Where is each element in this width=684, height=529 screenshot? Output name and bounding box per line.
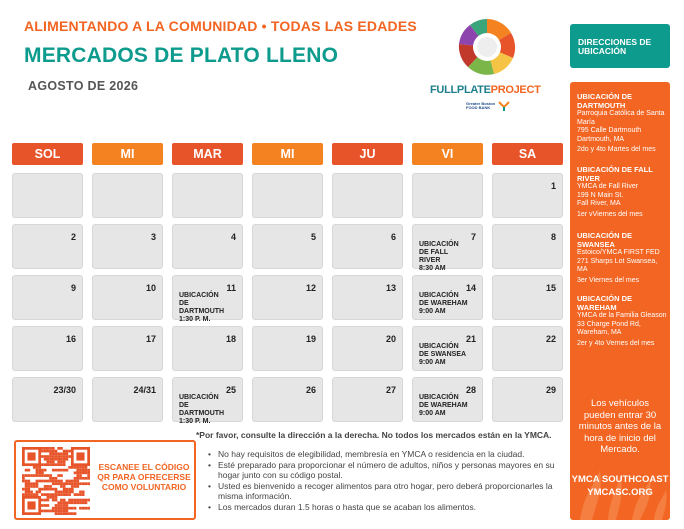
calendar-day-cell xyxy=(492,275,563,320)
day-number: 15 xyxy=(545,283,556,293)
calendar-day-cell xyxy=(412,326,483,371)
event-location: UBICACIÓN DE WAREHAM xyxy=(419,394,468,409)
day-number: 17 xyxy=(145,334,156,344)
day-number: 10 xyxy=(145,283,156,293)
volunteer-qr-box[interactable] xyxy=(14,440,196,520)
calendar-day-cell xyxy=(252,377,323,422)
calendar-day-cell xyxy=(332,275,403,320)
day-number: 4 xyxy=(230,232,236,242)
day-number: 8 xyxy=(550,232,556,242)
calendar-day-cell xyxy=(12,326,83,371)
organization-info xyxy=(570,473,670,499)
location-line: 795 Calle Dartmouth xyxy=(577,127,642,134)
location-title: UBICACIÓN DE SWANSEA xyxy=(577,231,633,249)
org-url-link[interactable]: YMCASC.ORG xyxy=(587,487,653,498)
location-title: UBICACIÓN DE WAREHAM xyxy=(577,294,633,312)
location-line: YMCA de Fall River xyxy=(577,183,639,190)
tagline: ALIMENTANDO A LA COMUNIDAD • TODAS LAS EDADES xyxy=(24,18,417,34)
info-bullets xyxy=(206,449,566,513)
location-line: 33 Charge Pond Rd, xyxy=(577,320,641,328)
calendar-day-cell xyxy=(12,377,83,422)
calendar-day-cell xyxy=(172,173,243,218)
location-schedule: 2er y 4to Vernes del mes xyxy=(577,339,655,347)
day-number: 3 xyxy=(150,232,156,242)
day-number: 7 xyxy=(470,232,476,242)
day-number: 11 xyxy=(226,283,236,293)
calendar-day-cell xyxy=(172,275,243,323)
day-header: MI xyxy=(252,143,323,165)
day-number: 29 xyxy=(545,385,556,395)
calendar-day-cell xyxy=(92,224,163,269)
location-line: 199 N Main St. xyxy=(577,191,624,199)
day-number: 16 xyxy=(65,334,76,344)
market-event xyxy=(419,394,469,418)
location-dartmouth xyxy=(577,93,667,155)
location-line: Parroquia Católica de Santa María xyxy=(577,110,665,126)
event-time: 1:30 P. M. xyxy=(179,316,211,323)
location-title: UBICACIÓN DE FALL RIVER xyxy=(577,165,653,183)
location-swansea xyxy=(577,232,667,285)
location-schedule: 2do y 4to Martes del mes xyxy=(577,146,656,153)
day-number: 19 xyxy=(305,334,316,344)
logo-name-part2: PROJECT xyxy=(490,84,541,96)
day-number: 18 xyxy=(225,334,236,344)
partner-logo: Greater Boston FOOD BANK xyxy=(466,101,496,110)
page-title: MERCADOS DE PLATO LLENO xyxy=(24,44,339,67)
address-note: *Por favor, consulte la dirección a la derecha. No todos los mercados están en la YMCA. xyxy=(196,430,552,440)
market-event xyxy=(179,394,229,426)
calendar-day-cell xyxy=(252,275,323,320)
event-location: UBICACIÓN DE DARTMOUTH xyxy=(179,394,225,417)
calendar-day-cell xyxy=(252,326,323,371)
location-fall-river xyxy=(577,166,667,219)
calendar-day-cell xyxy=(332,224,403,269)
logo-name-part1: FULLPLATE xyxy=(430,84,491,96)
day-number: 25 xyxy=(225,385,236,395)
bullet-item: • Usted es bienvenido a recoger alimentos para otro hogar, pero deberá proporcionarles la misma información. xyxy=(206,481,566,501)
day-number: 21 xyxy=(465,334,476,344)
bullet-item: • Esté preparado para proporcionar el número de adultos, niños y personas mayores en su hogar junto con su código postal. xyxy=(206,460,566,480)
ymca-logo-icon xyxy=(498,100,510,112)
day-number: 2 xyxy=(70,232,76,242)
calendar-day-cell xyxy=(92,173,163,218)
location-line: Estoico/YMCA FIRST FED xyxy=(577,249,660,256)
logo-wordmark xyxy=(430,84,540,96)
day-number: 20 xyxy=(385,334,396,344)
day-number: 5 xyxy=(310,232,316,242)
event-time: 8:30 AM xyxy=(419,265,446,272)
market-event xyxy=(179,292,229,324)
market-event xyxy=(419,241,469,273)
location-title: UBICACIÓN DE DARTMOUTH xyxy=(577,92,633,110)
location-line: YMCA de la Familia Gleason xyxy=(577,312,667,319)
day-header: VI xyxy=(412,143,483,165)
calendar-day-cell xyxy=(92,275,163,320)
plate-food-icon xyxy=(458,18,516,76)
calendar-day-cell xyxy=(252,173,323,218)
calendar-day-cell xyxy=(412,275,483,320)
calendar-day-cell xyxy=(12,173,83,218)
calendar-day-cell xyxy=(332,377,403,422)
location-line: Wareham, MA xyxy=(577,329,622,336)
calendar-day-cell xyxy=(172,377,243,425)
day-number: 1 xyxy=(550,181,556,191)
location-line: 271 Sharps Lot Swansea, MA xyxy=(577,257,658,273)
calendar-day-cell xyxy=(12,275,83,320)
day-number: 6 xyxy=(390,232,396,242)
location-wareham xyxy=(577,295,667,348)
day-number: 28 xyxy=(465,385,476,395)
calendar-day-cell xyxy=(92,377,163,422)
calendar-day-cell xyxy=(172,224,243,269)
day-header: SOL xyxy=(12,143,83,165)
day-number: 9 xyxy=(70,283,76,293)
day-number: 26 xyxy=(305,385,316,395)
day-number: 24/31 xyxy=(133,385,156,395)
event-location: UBICACIÓN DE DARTMOUTH xyxy=(179,292,225,315)
location-schedule: 3er Viernes del mes xyxy=(577,276,640,284)
event-time: 1:30 P. M. xyxy=(179,418,211,425)
calendar-day-cell xyxy=(332,173,403,218)
day-number: 12 xyxy=(305,283,316,293)
calendar-day-cell xyxy=(492,224,563,269)
calendar-day-cell xyxy=(92,326,163,371)
qr-code-icon[interactable] xyxy=(22,447,90,515)
date-subtitle: AGOSTO DE 2026 xyxy=(28,79,139,93)
calendar-day-cell xyxy=(492,377,563,422)
calendar-day-cell xyxy=(252,224,323,269)
locations-sidebar xyxy=(570,82,670,520)
event-time: 9:00 AM xyxy=(419,359,446,366)
day-number: 13 xyxy=(385,283,396,293)
calendar-day-cell xyxy=(412,377,483,422)
day-header: JU xyxy=(332,143,403,165)
event-location: UBICACIÓN DE WAREHAM xyxy=(419,292,468,307)
location-line: Dartmouth, MA xyxy=(577,135,625,143)
calendar-day-cell xyxy=(412,173,483,218)
location-line: Fall River, MA xyxy=(577,200,621,207)
full-plate-project-logo xyxy=(430,18,540,118)
event-location: UBICACIÓN DE FALL RIVER xyxy=(419,241,459,264)
day-number: 14 xyxy=(465,283,476,293)
calendar-day-cell xyxy=(172,326,243,371)
bullet-item: • No hay requisitos de elegibilidad, membresía en YMCA o residencia en la ciudad. xyxy=(206,449,566,459)
location-schedule: 1er vViernes del mes xyxy=(577,210,643,218)
calendar-day-cell xyxy=(492,326,563,371)
day-number: 27 xyxy=(385,385,396,395)
event-time: 9:00 AM xyxy=(419,308,446,315)
market-event xyxy=(419,292,469,316)
event-time: 9:00 AM xyxy=(419,410,446,417)
market-event xyxy=(419,343,469,367)
day-number: 23/30 xyxy=(53,385,76,395)
day-header: MI xyxy=(92,143,163,165)
day-header: SA xyxy=(492,143,563,165)
day-header: MAR xyxy=(172,143,243,165)
calendar-day-cell xyxy=(412,224,483,272)
day-number: 22 xyxy=(545,334,556,344)
qr-label: ESCANEE EL CÓDIGO QR PARA OFRECERSE COMO VOLUNTARIO xyxy=(97,462,191,492)
bullet-item: • Los mercados duran 1.5 horas o hasta que se acaban los alimentos. xyxy=(206,502,566,512)
calendar-day-cell xyxy=(492,173,563,218)
directions-header: DIRECCIONES DE UBICACIÓN xyxy=(570,24,670,68)
arrival-note: Los vehículos pueden entrar 30 minutos antes de la hora de inicio del Mercado. xyxy=(578,398,662,455)
event-location: UBICACIÓN DE SWANSEA xyxy=(419,343,467,358)
org-name: YMCA SOUTHCOAST xyxy=(571,474,669,485)
calendar-day-cell xyxy=(12,224,83,269)
calendar-day-cell xyxy=(332,326,403,371)
